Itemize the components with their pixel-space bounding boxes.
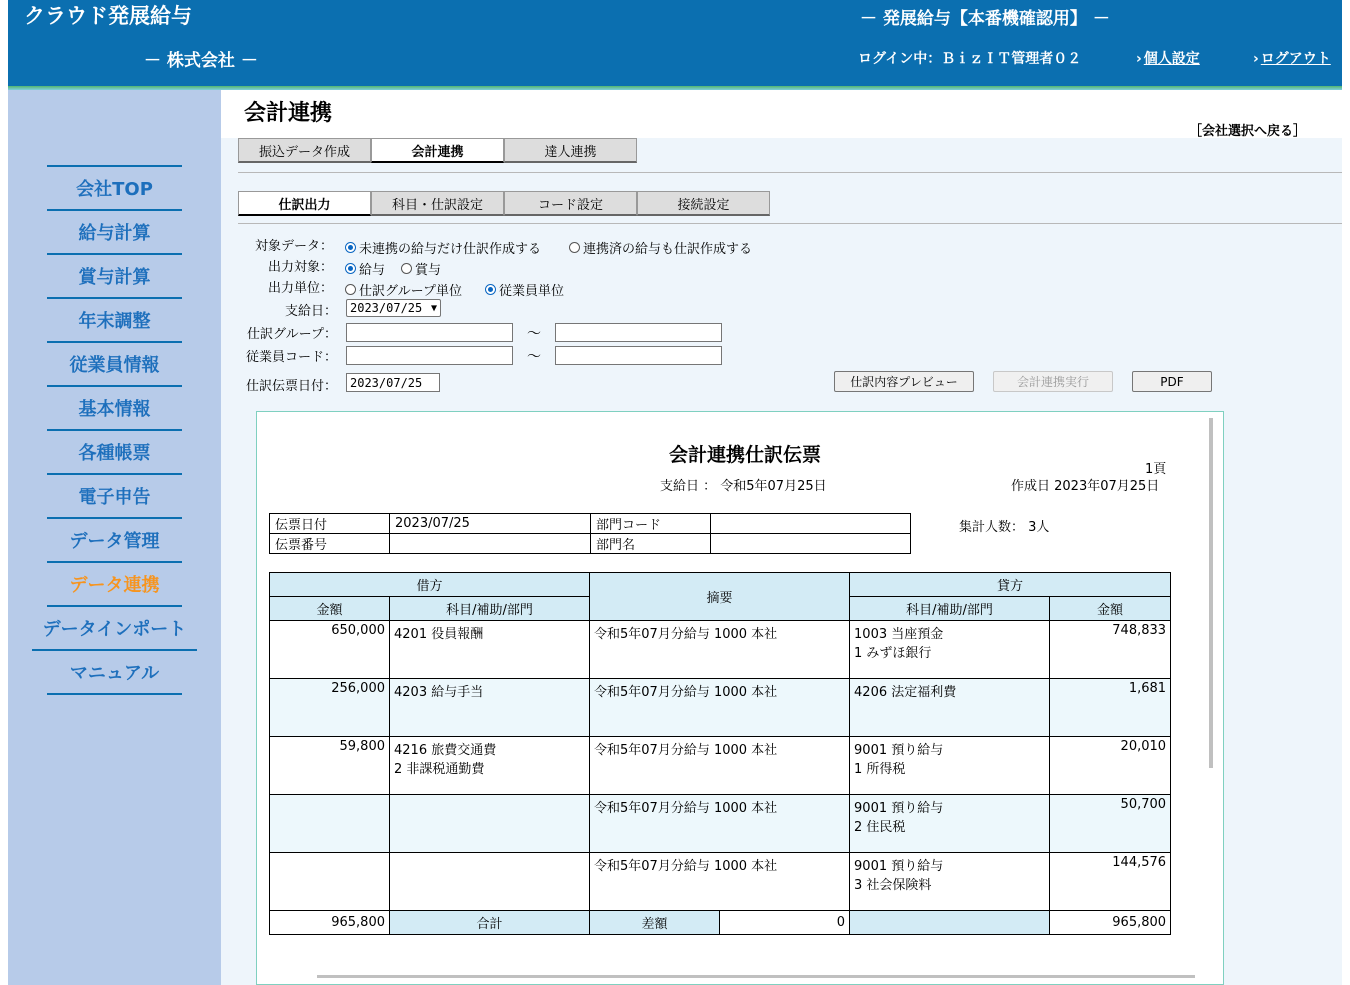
tab-connection-settings[interactable]: 接続設定	[637, 191, 770, 216]
app-logo: クラウド発展給与	[24, 4, 192, 28]
credit-amount-cell: 20,010	[1050, 737, 1171, 795]
page-title: 会計連携	[244, 101, 333, 126]
journal-voucher-preview	[256, 411, 1224, 985]
output-unit-employee-radio[interactable]: 従業員単位	[485, 280, 564, 299]
range-tilde: ～	[527, 349, 541, 365]
vertical-scrollbar[interactable]	[1209, 418, 1213, 768]
voucher-date-label: 仕訳伝票日付：	[245, 379, 337, 394]
voucher-info-table	[269, 513, 911, 554]
voucher-date-input[interactable]	[346, 373, 440, 392]
logout-link[interactable]: › ログアウト	[1253, 51, 1331, 67]
tab-account-settings[interactable]: 科目・仕訳設定	[371, 191, 504, 216]
payday-select[interactable]: 2023/07/25 ▼	[346, 299, 441, 317]
range-tilde: ～	[527, 326, 541, 342]
pdf-button[interactable]: PDF	[1132, 371, 1212, 392]
summary-cell: 令和5年07月分給与 1000 本社	[590, 795, 850, 853]
app-header	[8, 0, 1342, 86]
output-target-salary-radio[interactable]: 給与	[345, 259, 385, 278]
horizontal-scrollbar[interactable]	[317, 975, 1195, 978]
credit-amount-cell: 144,576	[1050, 853, 1171, 911]
journal-group-label: 仕訳グループ：	[247, 327, 337, 342]
tab-code-settings[interactable]: コード設定	[504, 191, 637, 216]
debit-account-header: 科目/補助/部門	[390, 597, 590, 621]
employee-code-from-input[interactable]	[346, 346, 513, 365]
summary-cell: 令和5年07月分給与 1000 本社	[590, 853, 850, 911]
target-data-label: 対象データ：	[254, 239, 333, 254]
debit-header: 借方	[270, 573, 590, 597]
table-row	[270, 737, 1171, 795]
headcount: 集計人数： 3人	[959, 520, 1050, 535]
sidebar	[8, 90, 221, 985]
credit-account-cell: 9001 預り給与 3 社会保険料	[850, 853, 1050, 911]
debit-amount-cell	[270, 795, 390, 853]
output-target-label: 出力対象：	[267, 260, 333, 275]
debit-account-cell: 4203 給与手当	[390, 679, 590, 737]
radio-unchecked-icon	[569, 242, 580, 253]
radio-checked-icon	[345, 263, 356, 274]
radio-unchecked-icon	[401, 263, 412, 274]
summary-cell: 令和5年07月分給与 1000 本社	[590, 679, 850, 737]
radio-checked-icon	[485, 284, 496, 295]
credit-amount-cell: 748,833	[1050, 621, 1171, 679]
output-unit-group-radio[interactable]: 仕訳グループ単位	[345, 280, 462, 299]
sidebar-item-year-end[interactable]: 年末調整	[47, 299, 182, 343]
voucher-no-label: 伝票番号	[270, 534, 390, 554]
dept-name-label: 部門名	[591, 534, 711, 554]
company-name: － 株式会社 －	[144, 51, 258, 71]
credit-account-header: 科目/補助/部門	[850, 597, 1050, 621]
sidebar-item-payroll[interactable]: 給与計算	[47, 211, 182, 255]
credit-account-cell: 1003 当座預金 1 みずほ銀行	[850, 621, 1050, 679]
sidebar-item-manual[interactable]: マニュアル	[47, 651, 182, 695]
chevron-right-icon: ›	[1136, 51, 1142, 67]
sidebar-item-data-integration[interactable]: データ連携	[47, 563, 182, 607]
table-row	[270, 679, 1171, 737]
table-row	[270, 795, 1171, 853]
total-row	[270, 911, 1171, 935]
credit-header: 貸方	[850, 573, 1171, 597]
employee-code-label: 従業員コード：	[245, 350, 337, 365]
voucher-date-label: 伝票日付	[270, 514, 390, 534]
summary-cell: 令和5年07月分給与 1000 本社	[590, 737, 850, 795]
dept-code-label: 部門コード	[591, 514, 711, 534]
tab-transfer-data[interactable]: 振込データ作成	[238, 138, 371, 163]
credit-total-spacer	[850, 911, 1050, 935]
back-to-company-select-link[interactable]: ［会社選択へ戻る］	[1189, 124, 1307, 139]
radio-unchecked-icon	[345, 284, 356, 295]
debit-amount-cell	[270, 853, 390, 911]
sidebar-item-e-filing[interactable]: 電子申告	[47, 475, 182, 519]
employee-code-to-input[interactable]	[555, 346, 722, 365]
journal-group-to-input[interactable]	[555, 323, 722, 342]
voucher-payday: 支給日 ： 令和5年07月25日	[660, 479, 827, 494]
debit-amount-header: 金額	[270, 597, 390, 621]
page-title-bar	[221, 90, 1342, 138]
credit-account-cell: 9001 預り給与 1 所得税	[850, 737, 1050, 795]
debit-account-cell: 4201 役員報酬	[390, 621, 590, 679]
payday-label: 支給日：	[284, 304, 337, 319]
table-row	[270, 621, 1171, 679]
journal-preview-button[interactable]: 仕訳内容プレビュー	[834, 371, 974, 392]
output-unit-label: 出力単位：	[267, 281, 333, 296]
divider	[238, 223, 1342, 224]
debit-account-cell	[390, 795, 590, 853]
sidebar-item-data-import[interactable]: データインポート	[32, 607, 197, 651]
difference-value: 0	[720, 911, 850, 935]
table-row	[270, 853, 1171, 911]
debit-amount-cell: 59,800	[270, 737, 390, 795]
debit-amount-cell: 650,000	[270, 621, 390, 679]
sidebar-item-bonus[interactable]: 賞与計算	[47, 255, 182, 299]
chevron-down-icon: ▼	[430, 302, 437, 314]
debit-total-cell: 965,800	[270, 911, 390, 935]
divider	[238, 172, 1342, 173]
voucher-created-date: 作成日 2023年07月25日	[1011, 479, 1160, 494]
debit-account-cell: 4216 旅費交通費 2 非課税通勤費	[390, 737, 590, 795]
debit-amount-cell: 256,000	[270, 679, 390, 737]
credit-amount-header: 金額	[1050, 597, 1171, 621]
credit-amount-cell: 50,700	[1050, 795, 1171, 853]
output-target-bonus-radio[interactable]: 賞与	[401, 259, 441, 278]
difference-label: 差額	[590, 911, 720, 935]
dept-name-value	[711, 534, 911, 554]
sidebar-item-basic-info[interactable]: 基本情報	[47, 387, 182, 431]
page-number: 1頁	[1145, 462, 1167, 477]
execute-integration-button[interactable]: 会計連携実行	[993, 371, 1113, 392]
tab-journal-output[interactable]: 仕訳出力	[238, 191, 371, 216]
summary-header: 摘要	[590, 573, 850, 621]
chevron-right-icon: ›	[1253, 51, 1259, 67]
debit-account-cell	[390, 853, 590, 911]
summary-cell: 令和5年07月分給与 1000 本社	[590, 621, 850, 679]
credit-account-cell: 9001 預り給与 2 住民税	[850, 795, 1050, 853]
journal-group-from-input[interactable]	[346, 323, 513, 342]
journal-table	[269, 572, 1171, 935]
credit-total-cell: 965,800	[1050, 911, 1171, 935]
target-data-linked-radio[interactable]: 連携済の給与も仕訳作成する	[569, 238, 752, 257]
sidebar-item-employees[interactable]: 従業員情報	[47, 343, 182, 387]
radio-checked-icon	[345, 242, 356, 253]
voucher-title: 会計連携仕訳伝票	[669, 444, 822, 466]
personal-settings-link[interactable]: › 個人設定	[1136, 51, 1200, 67]
sidebar-item-company-top[interactable]: 会社TOP	[47, 167, 182, 211]
target-data-unlinked-radio[interactable]: 未連携の給与だけ仕訳作成する	[345, 238, 541, 257]
voucher-no-value	[390, 534, 591, 554]
voucher-date-value: 2023/07/25	[390, 514, 591, 534]
tab-accounting-integration[interactable]: 会計連携	[371, 138, 504, 163]
credit-account-cell: 4206 法定福利費	[850, 679, 1050, 737]
system-name: － 発展給与【本番機確認用】 －	[860, 9, 1110, 29]
total-label: 合計	[390, 911, 590, 935]
tab-tatsujin-integration[interactable]: 達人連携	[504, 138, 637, 163]
credit-amount-cell: 1,681	[1050, 679, 1171, 737]
login-user: ログイン中：ＢｉｚＩＴ管理者０２	[858, 51, 1082, 67]
dept-code-value	[711, 514, 911, 534]
sidebar-item-reports[interactable]: 各種帳票	[47, 431, 182, 475]
sidebar-item-data-management[interactable]: データ管理	[47, 519, 182, 563]
